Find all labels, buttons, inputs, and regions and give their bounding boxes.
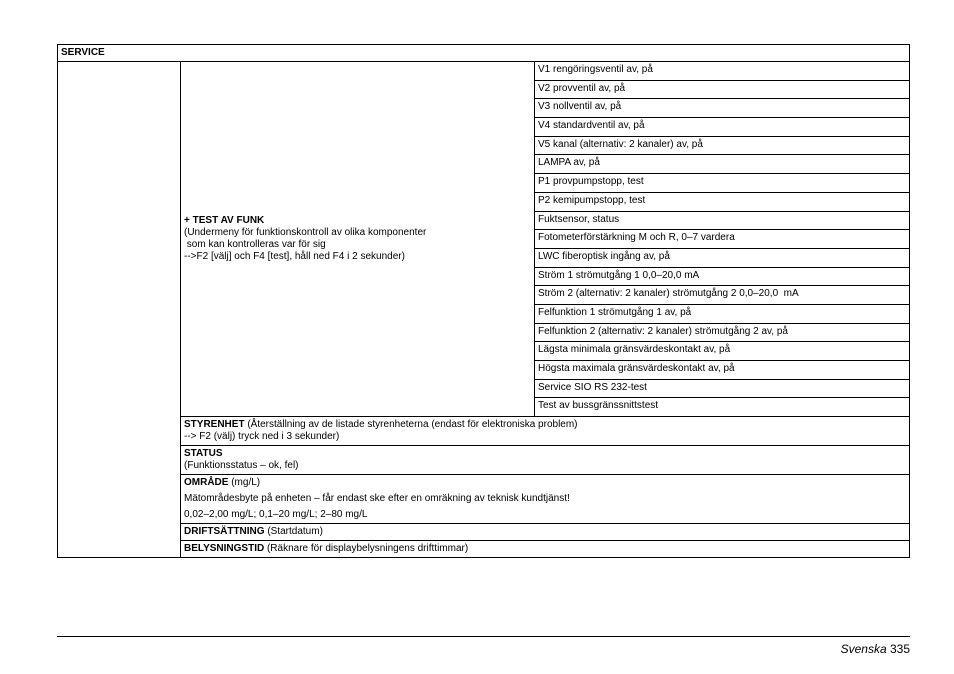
table-row [58,475,910,524]
test-item: Service SIO RS 232-test [535,379,910,398]
test-item: P1 provpumpstopp, test [535,174,910,193]
styrenhet-line2: --> F2 (välj) tryck ned i 3 sekunder) [184,431,340,443]
belysningstid-cell [181,541,910,558]
omrade-cell [181,475,910,524]
table-row [58,417,910,446]
test-item: V3 nollventil av, på [535,99,910,118]
omrade-unit: (mg/L) [228,477,261,489]
service-menu-table [57,44,910,558]
status-cell [181,446,910,475]
test-item: Fuktsensor, status [535,211,910,230]
test-item: V1 rengöringsventil av, på [535,62,910,81]
table-row [58,541,910,558]
table-header-row [58,45,910,62]
test-item: Felfunktion 1 strömutgång 1 av, på [535,304,910,323]
test-av-funk-line: -->F2 [välj] och F4 [test], håll ned F4 i 2 sekunder) [184,251,405,263]
belysningstid-title: BELYSNINGSTID [184,543,265,555]
driftsattning-title: DRIFTSÄTTNING [184,526,265,538]
table-row [58,62,910,81]
styrenhet-desc: (Återställning av de listade styrenheterna (endast för elektroniska problem) [244,419,578,431]
test-item: P2 kemipumpstopp, test [535,192,910,211]
driftsattning-cell [181,524,910,541]
omrade-line3: 0,02–2,00 mg/L; 0,1–20 mg/L; 2–80 mg/L [184,509,368,521]
test-item: Fotometerförstärkning M och R, 0–7 vardera [535,230,910,249]
page-number: 335 [889,642,910,656]
table-row [58,446,910,475]
test-item: Test av bussgränssnittstest [535,398,910,417]
test-item: Ström 1 strömutgång 1 0,0–20,0 mA [535,267,910,286]
page-footer [841,642,910,656]
styrenhet-cell [181,417,910,446]
test-item: V2 provventil av, på [535,80,910,99]
belysningstid-desc: (Räknare för displaybelysningens drifttimmar) [264,543,469,555]
test-av-funk-title: + TEST AV FUNK [184,215,265,227]
test-item: V5 kanal (alternativ: 2 kanaler) av, på [535,136,910,155]
test-item: V4 standardventil av, på [535,118,910,137]
table-row [58,524,910,541]
blank-left-cell [58,62,181,558]
driftsattning-desc: (Startdatum) [264,526,323,538]
omrade-title: OMRÅDE [184,477,229,489]
test-av-funk-cell [181,62,535,417]
test-av-funk-line: som kan kontrolleras var för sig [184,239,326,251]
status-desc: (Funktionsstatus – ok, fel) [184,460,299,472]
omrade-line2: Mätområdesbyte på enheten – får endast ske efter en omräkning av teknisk kundtjänst! [184,493,570,505]
test-item: Högsta maximala gränsvärdeskontakt av, på [535,361,910,380]
styrenhet-title: STYRENHET [184,419,245,431]
footer-language: Svenska [840,642,887,656]
test-item: Ström 2 (alternativ: 2 kanaler) strömutgång 2 0,0–20,0 mA [535,286,910,305]
test-item: Felfunktion 2 (alternativ: 2 kanaler) strömutgång 2 av, på [535,323,910,342]
test-av-funk-line: (Undermeny för funktionskontroll av olika komponenter [184,227,427,239]
footer-rule [57,636,910,637]
test-item: LAMPA av, på [535,155,910,174]
test-item: LWC fiberoptisk ingång av, på [535,248,910,267]
status-title: STATUS [184,448,223,460]
section-title: SERVICE [58,45,910,62]
test-item: Lägsta minimala gränsvärdeskontakt av, på [535,342,910,361]
